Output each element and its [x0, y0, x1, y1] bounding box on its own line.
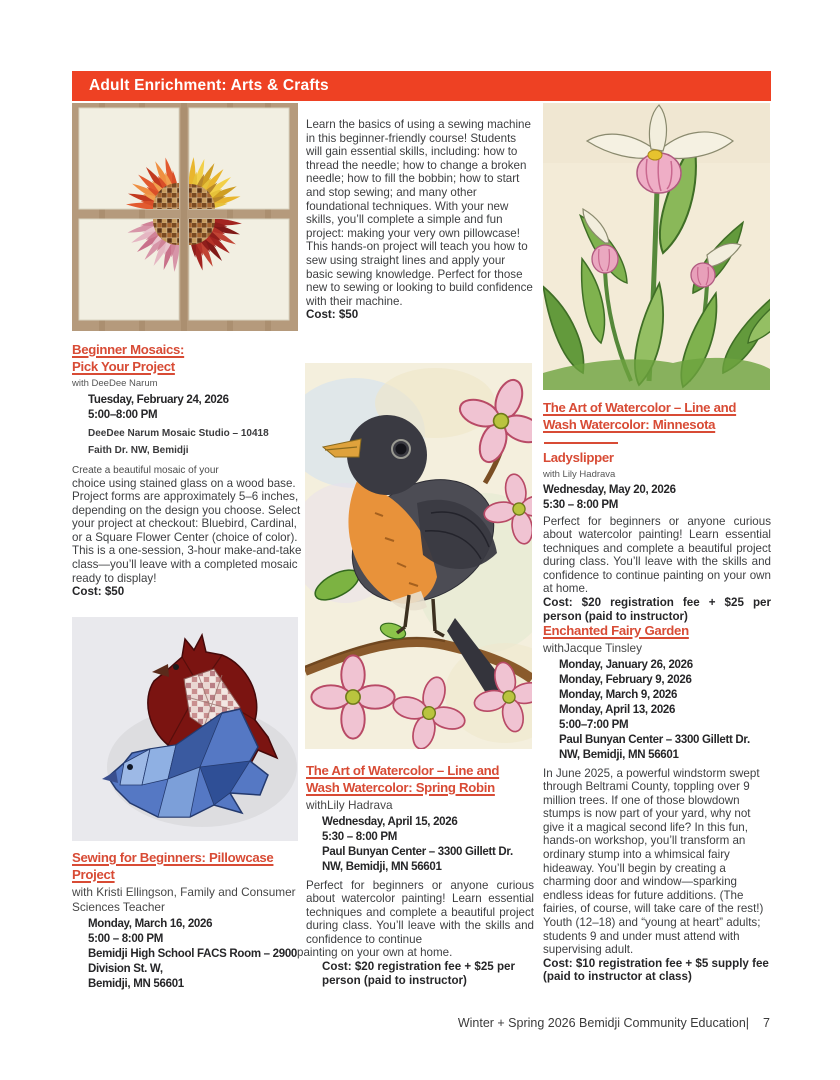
course-title-line1: Sewing for Beginners: Pillowcase: [72, 850, 274, 865]
schedule-line: 5:00 – 8:00 PM: [88, 933, 164, 945]
course-title-line2: Pick Your Project: [72, 359, 175, 374]
course-watercolor-robin: [297, 762, 534, 987]
course-description: Perfect for beginners or anyone curious about watercolor painting! Learn essential techniques and complete a beautiful project during class. You’ll leave with the skills and confidence to continue painting on your own at home.: [543, 514, 771, 596]
course-title: [72, 849, 308, 883]
schedule-line: Division St. W,: [88, 963, 163, 975]
heading-underline-stub: [544, 442, 618, 444]
course-title-line2: Project: [72, 867, 115, 882]
course-schedule: [306, 815, 534, 875]
course-cost: Cost: $50: [72, 585, 125, 599]
course-title-line1: The Art of Watercolor – Line and: [306, 763, 500, 778]
course-cost: Cost: $20 registration fee + $25 per person (paid to instructor): [543, 596, 771, 623]
schedule-line: 5:30 – 8:00 PM: [322, 830, 398, 843]
course-instructor: withJacque Tinsley: [543, 641, 643, 655]
schedule-line: Monday, March 9, 2026: [559, 688, 678, 701]
course-title: [543, 399, 771, 433]
section-banner-title: Adult Enrichment: Arts & Crafts: [89, 77, 329, 94]
robin-watercolor-photo: [305, 363, 532, 749]
schedule-line: Paul Bunyan Center – 3300 Gillett Dr.: [559, 733, 750, 746]
course-title: [543, 622, 771, 639]
sewing-course-description: [306, 118, 534, 322]
course-schedule: [72, 917, 308, 992]
course-description-carryover: painting on your own at home.: [297, 946, 453, 960]
page-footer: [0, 1016, 770, 1030]
mosaic-flower-tiles-photo: [72, 103, 298, 331]
schedule-line: Wednesday, April 15, 2026: [322, 815, 458, 828]
course-title-line2: Wash Watercolor: Minnesota: [543, 417, 716, 432]
schedule-line: Wednesday, May 20, 2026: [543, 483, 676, 496]
schedule-line: 5:00–7:00 PM: [559, 718, 629, 731]
course-watercolor-ladyslipper: [543, 399, 771, 623]
course-title-line1: Enchanted Fairy Garden: [543, 623, 689, 638]
course-cost: Cost: $50: [306, 308, 359, 322]
mosaic-flower-tiles-image: [72, 103, 298, 331]
course-title: [306, 762, 534, 796]
course-instructor: withLily Hadrava: [306, 798, 393, 812]
schedule-line: Paul Bunyan Center – 3300 Gillett Dr.: [322, 845, 513, 858]
schedule-line: Monday, April 13, 2026: [559, 703, 676, 716]
course-cost: Cost: $20 registration fee + $25 per person (paid to instructor): [322, 960, 515, 987]
course-title-line1: The Art of Watercolor – Line and: [543, 400, 737, 415]
section-banner: [72, 71, 771, 101]
course-schedule: [72, 393, 302, 423]
schedule-line: Monday, February 9, 2026: [559, 673, 692, 686]
course-description: Learn the basics of using a sewing machine in this beginner-friendly course! Students will gain essential skills, including: how to thread the needle; how to change a broken needle; how to fill the bobbin; how to start and stop sewing; and many other foundational techniques. With your new skills, you’ll complete a simple and fun project: making your very own pillowcase! This hands-on project will teach you how to sew using straight lines and apply your basic sewing knowledge. Perfect for those new to sewing or looking to build confidence with their machine.: [306, 118, 533, 308]
schedule-line: Bemidji High School FACS Room – 2900: [88, 948, 298, 960]
schedule-line: Bemidji, MN 56601: [88, 978, 184, 990]
bird-mosaics-photo: [72, 617, 298, 841]
course-sewing-beginners: [72, 849, 308, 992]
schedule-line: NW, Bemidji, MN 56601: [559, 748, 679, 761]
ladyslipper-watercolor-image: [543, 103, 770, 390]
course-description: Perfect for beginners or anyone curious about watercolor painting! Learn essential techniques and complete a beautiful project during class. You’ll leave with the skills and confidence to continue: [306, 878, 534, 946]
course-beginner-mosaics: [72, 341, 302, 599]
course-title-line1: Beginner Mosaics:: [72, 342, 185, 357]
cardinal-bluebird-mosaic-image: [72, 617, 298, 841]
schedule-line: Monday, March 16, 2026: [88, 918, 213, 930]
spring-robin-watercolor-image: [305, 363, 532, 749]
location-line: Faith Dr. NW, Bemidji: [88, 444, 189, 456]
course-schedule: [543, 658, 771, 763]
schedule-line: Tuesday, February 24, 2026: [88, 393, 229, 406]
course-description-2: This is a one-session, 3-hour make-and-take class—you’ll leave with a completed mosaic ready to display!: [72, 544, 302, 585]
course-title: [72, 341, 302, 375]
course-intro-small: Create a beautiful mosaic of your: [72, 464, 219, 476]
course-cost: Cost: $10 registration fee + $5 supply fee (paid to instructor at class): [543, 956, 769, 984]
ladyslipper-watercolor-photo: [543, 103, 770, 390]
footer-text: Winter + Spring 2026 Bemidji Community Education|: [457, 1016, 750, 1030]
course-instructor: with Kristi Ellingson, Family and Consumer Sciences Teacher: [72, 885, 296, 914]
course-schedule: [543, 483, 771, 513]
schedule-line: 5:00–8:00 PM: [88, 408, 158, 421]
course-description: In June 2025, a powerful windstorm swept through Beltrami County, toppling over 9 million trees. If one of those blowdown stumps is now part of your yard, why not give it a magical second life? In this fun, hands-on workshop, you’ll transform an ordinary stump into a whimsical fairy hideaway. You’ll begin by creating a charming door and window—sparking endless ideas for future additions. (The fairies, of course, will take care of the rest!) Youth (12–18) and “young at heart” adults; students 9 and under must attend with supervising adult.: [543, 766, 764, 957]
course-title-line3: Ladyslipper: [543, 450, 614, 465]
page-number: 7: [763, 1016, 770, 1030]
course-instructor: with DeeDee Narum: [72, 378, 158, 389]
course-enchanted-fairy-garden: [543, 622, 771, 984]
course-description: choice using stained glass on a wood base. Project forms are approximately 5–6 inches, depending on the design you choose. Select your project at checkout: Bluebird, Cardinal, or a Square Flower Center (choice of color).: [72, 476, 301, 544]
course-instructor: with Lily Hadrava: [543, 469, 616, 480]
schedule-line: Monday, January 26, 2026: [559, 658, 693, 671]
location-line: DeeDee Narum Mosaic Studio – 10418: [88, 427, 269, 439]
schedule-line: 5:30 – 8:00 PM: [543, 498, 619, 511]
schedule-line: NW, Bemidji, MN 56601: [322, 860, 442, 873]
course-title-line2: Wash Watercolor: Spring Robin: [306, 780, 495, 795]
